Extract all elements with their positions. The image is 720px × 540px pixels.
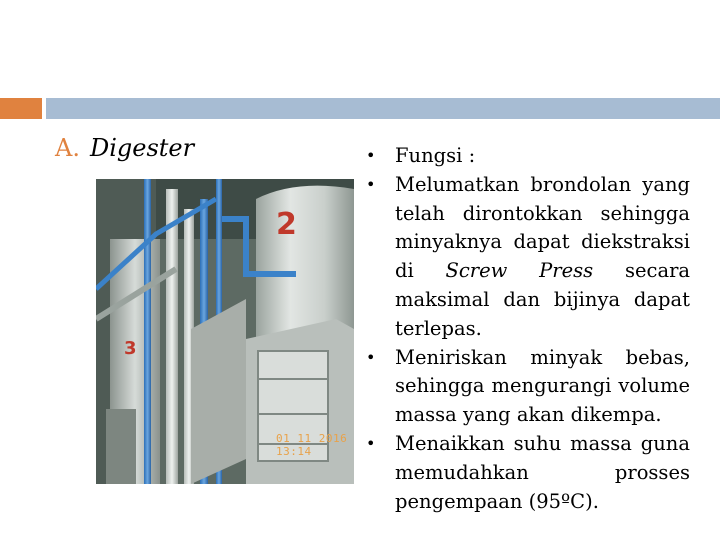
bullet-dot: • [366,174,376,194]
bullet-dot: • [366,347,376,367]
header-bar [46,98,720,119]
header-accent-bar [0,98,42,119]
section-title: Digester [89,134,195,162]
screw-press-term: Screw Press [445,259,594,283]
photo-timestamp: 01 11 2016 13:14 [276,432,348,458]
svg-text:3: 3 [124,338,137,359]
section-letter: A. [55,134,80,162]
section-heading [55,134,194,162]
bullet-list [364,142,690,516]
bullet-dot: • [366,433,376,453]
svg-text:2: 2 [276,207,297,242]
bullet-dot: • [366,146,376,165]
bullet-item: • Fungsi : [364,142,690,171]
bullet-item: • Meniriskan minyak bebas, sehingga mengurangi volume massa yang akan dikempa. [366,345,690,427]
bullet-item: • Menaikkan suhu massa guna memudahkan prosses pengempaan (95ºC). [366,431,690,513]
bullet-item: • Melumatkan brondolan yang telah dirontokkan sehingga minyaknya dapat diekstraksi di Screw Press secara maksimal dan bijinya dapat terlepas. [366,172,691,340]
digester-photo [96,179,354,484]
